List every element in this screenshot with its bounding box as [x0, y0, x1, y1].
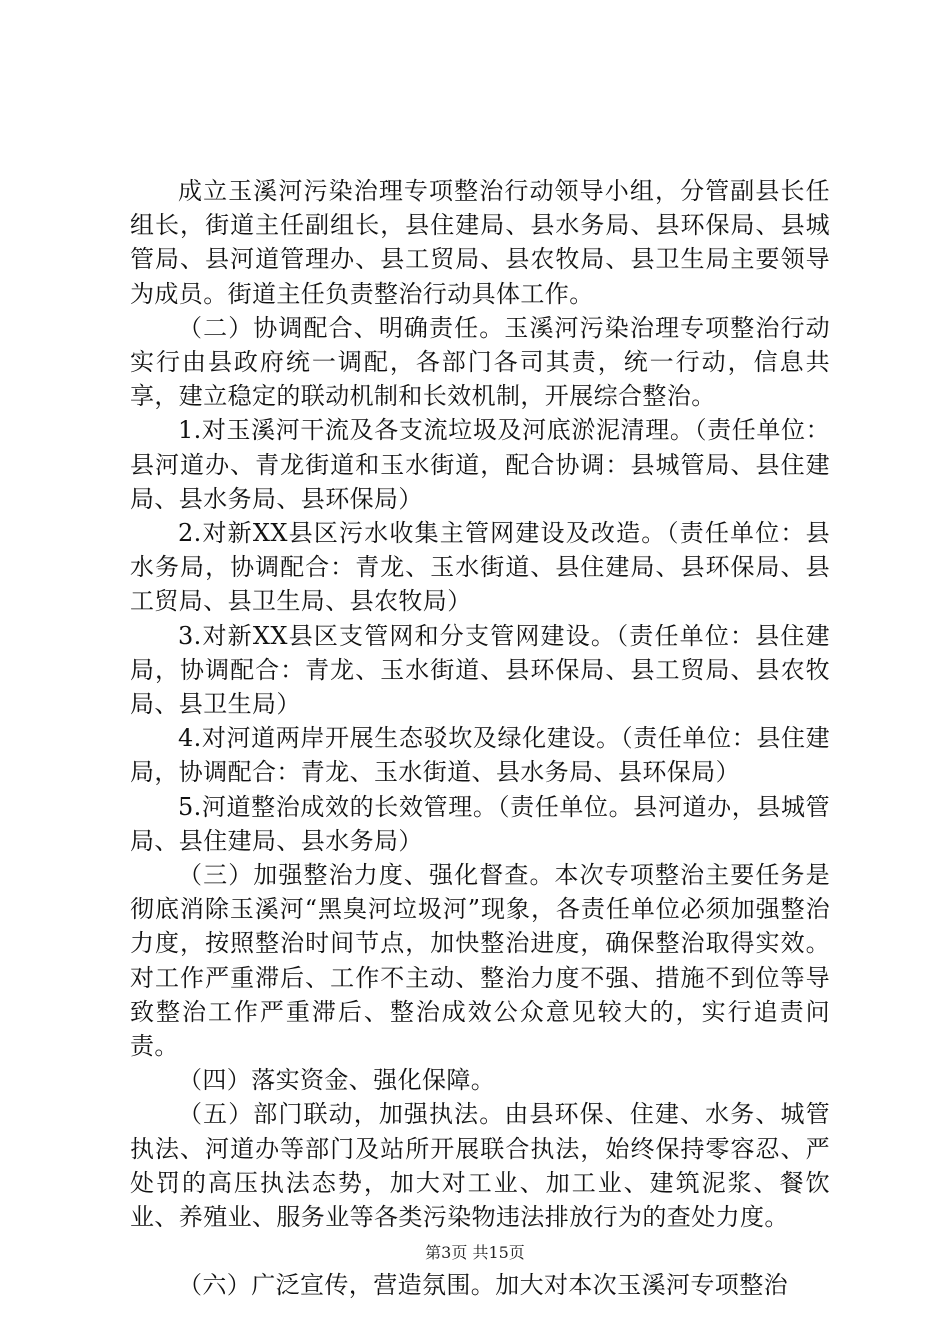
- paragraph-section-3: （三）加强整治力度、强化督查。本次专项整治主要任务是彻底消除玉溪河“黑臭河垃圾河”现象，各责任单位必须加强整治力度，按照整治时间节点，加快整治进度，确保整治取得实效。对工作严重滞后、工作不主动、整治力度不强、措施不到位等导致整治工作严重滞后、整治成效公众意见较大的，实行追责问责。: [130, 861, 830, 1061]
- page-footer: 第3页 共15页: [425, 1243, 525, 1262]
- paragraph-leading-group: 成立玉溪河污染治理专项整治行动领导小组，分管副县长任组长，街道主任副组长，县住建局、县水务局、县环保局、县城管局、县河道管理办、县工贸局、县农牧局、县卫生局主要领导为成员。街道主任负责整治行动具体工作。: [130, 177, 830, 308]
- paragraph-item-4: 4.对河道两岸开展生态驳坎及绿化建设。（责任单位：县住建局，协调配合：青龙、玉水街道、县水务局、县环保局）: [130, 724, 830, 787]
- paragraph-item-1: 1.对玉溪河干流及各支流垃圾及河底淤泥清理。（责任单位：县河道办、青龙街道和玉水街道，配合协调：县城管局、县住建局、县水务局、县环保局）: [130, 416, 830, 513]
- paragraph-section-5: （五）部门联动，加强执法。由县环保、住建、水务、城管执法、河道办等部门及站所开展联合执法，始终保持零容忍、严处罚的高压执法态势，加大对工业、加工业、建筑泥浆、餐饮业、养殖业、服务业等各类污染物违法排放行为的查处力度。: [130, 1100, 830, 1232]
- paragraph-item-3: 3.对新XX县区支管网和分支管网建设。（责任单位：县住建局，协调配合：青龙、玉水街道、县环保局、县工贸局、县农牧局、县卫生局）: [130, 621, 830, 719]
- paragraph-item-5: 5.河道整治成效的长效管理。（责任单位。县河道办，县城管局、县住建局、县水务局）: [130, 792, 830, 855]
- document-body: [130, 174, 830, 1303]
- paragraph-section-4: （四）落实资金、强化保障。: [178, 1066, 496, 1095]
- paragraph-section-2: （二）协调配合、明确责任。玉溪河污染治理专项整治行动实行由县政府统一调配，各部门各司其责，统一行动，信息共享，建立稳定的联动机制和长效机制，开展综合整治。: [130, 313, 830, 411]
- paragraph-item-2: 2.对新XX县区污水收集主管网建设及改造。（责任单位：县水务局，协调配合：青龙、玉水街道、县住建局、县环保局、县工贸局、县卫生局、县农牧局）: [130, 519, 830, 616]
- paragraph-section-6: （六）广泛宣传，营造氛围。加大对本次玉溪河专项整治: [178, 1271, 788, 1300]
